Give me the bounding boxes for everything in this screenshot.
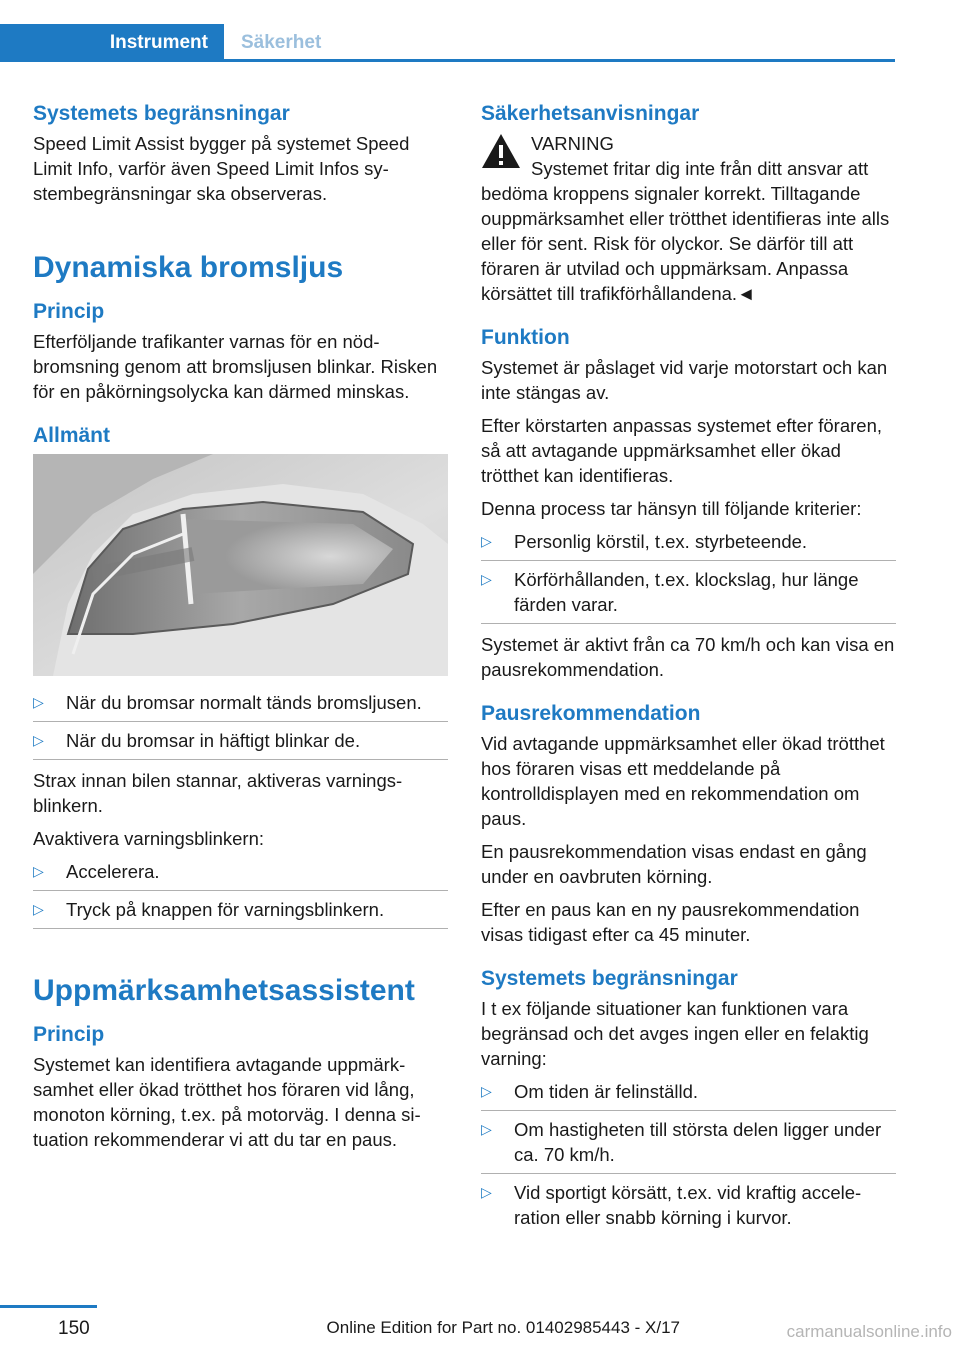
right-column (481, 100, 896, 1244)
principle2-heading: Princip (33, 1023, 105, 1046)
attention-assistant-title: Uppmärksamhetsassistent (33, 974, 415, 1007)
general-heading: Allmänt (33, 424, 111, 447)
function-p1: Systemet är påslaget vid varje motorstart och kan inte stängas av. (481, 357, 888, 403)
warning-triangle-icon (481, 133, 521, 169)
pause-p2: En pausrekommendation visas endast en gång under en oavbruten körning. (481, 841, 867, 887)
tab-sakerhet: Säkerhet (241, 32, 322, 53)
triangle-bullet-icon: ▷ (33, 863, 44, 879)
triangle-bullet-icon: ▷ (481, 1184, 492, 1200)
triangle-bullet-icon: ▷ (33, 694, 44, 710)
triangle-bullet-icon: ▷ (33, 732, 44, 748)
stop-text: Strax innan bilen stannar, aktiveras varningsblinkern. (33, 770, 403, 816)
warning-text: Systemet fritar dig inte från ditt ansvar att bedöma kroppens signaler korrekt. Tilltagande ouppmärksamhet eller trötthet identifieras inte alls eller för sent. Risk för olyckor. Se därför till att föraren är utvilad och uppmärksam. Anpassa körsättet till trafikförhållandena.◄ (481, 158, 890, 304)
list-item: ▷ Tryck på knappen för varningsblinkern. (33, 897, 448, 929)
principle-text: Efterföljande trafikanter varnas för en nödbromsning genom att bromsljusen blinkar. Risken för en påkörningsolycka kan därmed minskas. (33, 331, 438, 402)
list-item: ▷ Personlig körstil, t.ex. styrbeteende. (481, 529, 896, 561)
triangle-bullet-icon: ▷ (481, 1121, 492, 1137)
system-limits-heading: Systemets begränsningar (33, 102, 290, 125)
tab-divider (224, 59, 895, 62)
brake-bullet-list (33, 690, 448, 760)
triangle-bullet-icon: ▷ (481, 533, 492, 549)
page-number: 150 (58, 1318, 90, 1339)
function-p2: Efter körstarten anpassas systemet efter föraren, så att avtagande uppmärksamhet eller ökad trötthet kan identifieras. (481, 415, 883, 486)
triangle-bullet-icon: ▷ (33, 901, 44, 917)
footer-accent-bar (0, 1305, 97, 1308)
list-item: ▷ När du bromsar in häftigt blinkar de. (33, 728, 448, 760)
dynamic-brake-lights-title: Dynamiska bromsljus (33, 251, 344, 284)
function-p4: Systemet är aktivt från ca 70 km/h och kan visa en pausrekommendation. (481, 634, 895, 680)
header-tabs (0, 24, 895, 62)
function-heading: Funktion (481, 326, 570, 349)
function-p3: Denna process tar hänsyn till följande kriterier: (481, 498, 862, 519)
triangle-bullet-icon: ▷ (481, 1083, 492, 1099)
system-limits-text: Speed Limit Assist bygger på systemet Speed Limit Info, varför även Speed Limit Infos systembegränsningar ska observeras. (33, 133, 410, 204)
principle-heading: Princip (33, 300, 105, 323)
list-item: ▷ Körförhållanden, t.ex. klockslag, hur länge färden varar. (481, 567, 896, 624)
warning-label: VARNING (531, 133, 614, 154)
criteria-bullet-list (481, 529, 896, 624)
triangle-bullet-icon: ▷ (481, 571, 492, 587)
edition-text: Online Edition for Part no. 01402985443 - X/17 (326, 1318, 680, 1337)
list-item: ▷ Om hastigheten till största delen ligger under ca. 70 km/h. (481, 1117, 896, 1174)
principle2-text: Systemet kan identifiera avtagande uppmärksamhet eller ökad trötthet hos föraren vid lång, monoton körning, t.ex. på motorväg. I denna situation rekommenderar vi att du tar en paus. (33, 1054, 421, 1150)
list-item: ▷ Om tiden är felinställd. (481, 1079, 896, 1111)
deactivate-bullet-list (33, 859, 448, 929)
list-item: ▷ Accelerera. (33, 859, 448, 891)
tail-light-image (33, 454, 448, 676)
tab-instrument: Instrument (0, 24, 224, 62)
pause-p1: Vid avtagande uppmärksamhet eller ökad trötthet hos föraren visas ett meddelande på kontrolldisplayen med en rekommendation om paus. (481, 733, 885, 829)
list-item: ▷ Vid sportigt körsätt, t.ex. vid kraftig acceleration eller snabb körning i kurvor. (481, 1182, 862, 1228)
watermark: carmanualsonline.info (786, 1322, 952, 1341)
deactivate-text: Avaktivera varningsblinkern: (33, 828, 265, 849)
limits-p1: I t ex följande situationer kan funktionen vara begränsad och det avges ingen eller en felaktig varning: (481, 998, 869, 1069)
left-column (33, 100, 448, 1160)
warning-block (481, 131, 896, 156)
safety-heading: Säkerhetsanvisningar (481, 102, 700, 125)
limits-heading: Systemets begränsningar (481, 967, 738, 990)
pause-heading: Pausrekommendation (481, 702, 701, 725)
limits-bullet-list (481, 1079, 896, 1236)
list-item: ▷ När du bromsar normalt tänds bromsljusen. (33, 690, 448, 722)
pause-p3: Efter en paus kan en ny pausrekommendation visas tidigast efter ca 45 minuter. (481, 899, 860, 945)
